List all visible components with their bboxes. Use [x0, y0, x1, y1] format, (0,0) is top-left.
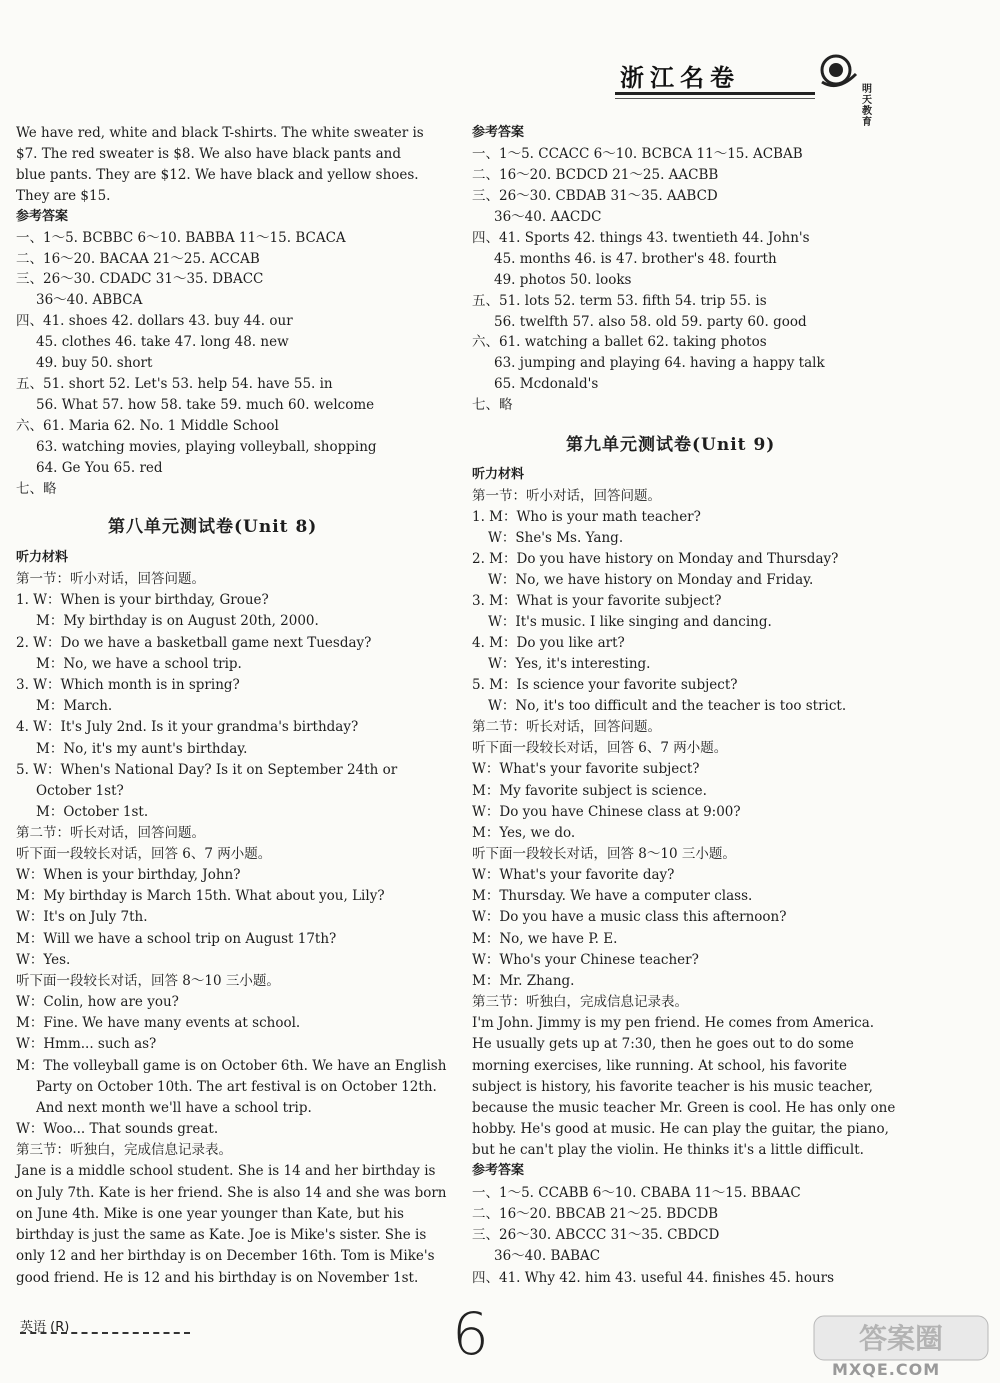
left-text-line: M：October 1st.	[36, 804, 149, 820]
right-text-line: 36～40. BABAC	[494, 1248, 601, 1264]
left-text-line: 第二节：听长对话，回答问题。	[16, 825, 205, 841]
right-text-line: 第二节：听长对话，回答问题。	[472, 719, 661, 735]
left-text-line: They are $15.	[16, 188, 111, 204]
right-text-line: 一、1～5. CCACC 6～10. BCBCA 11～15. ACBAB	[472, 146, 803, 162]
right-text-line: hobby. He's good at music. He can play the guitar, the piano,	[472, 1121, 889, 1137]
left-text-line: 三、26～30. CDADC 31～35. DBACC	[16, 271, 264, 287]
page-number: 6	[452, 1300, 489, 1368]
right-text-line: 3. M：What is your favorite subject?	[472, 593, 722, 609]
right-text-line: 四、41. Sports 42. things 43. twentieth 44. John's	[472, 230, 810, 246]
header-rule-thin	[615, 98, 815, 99]
right-text-line: 二、16～20. BBCAB 21～25. BDCDB	[472, 1206, 719, 1222]
left-text-line: 第三节：听独白，完成信息记录表。	[16, 1142, 232, 1158]
right-text-line: 参考答案	[472, 1163, 525, 1178]
right-text-line: 1. M：Who is your math teacher?	[472, 509, 701, 525]
left-text-line: M：Will we have a school trip on August 17th?	[16, 931, 337, 947]
left-text-line: good friend. He is 12 and his birthday is on November 1st.	[16, 1270, 419, 1286]
right-text-line: W：Do you have a music class this afternoon?	[472, 909, 787, 925]
right-text-line: 四、41. Why 42. him 43. useful 44. finishes 45. hours	[472, 1270, 835, 1286]
right-text-line: 36～40. AACDC	[494, 209, 602, 225]
left-text-line: only 12 and her birthday is on December 16th. Tom is Mike's	[16, 1248, 435, 1264]
watermark-text: MXQE.COM	[832, 1360, 941, 1379]
right-text-line: 一、1～5. CCABB 6～10. CBABA 11～15. BBAAC	[472, 1185, 801, 1201]
right-text-line: 二、16～20. BCDCD 21～25. AACBB	[472, 167, 719, 183]
left-text-line: 36～40. ABBCA	[36, 292, 143, 308]
left-text-line: M：My birthday is March 15th. What about you, Lily?	[16, 888, 385, 904]
left-text-line: 1. W：When is your birthday, Groue?	[16, 592, 269, 608]
left-text-line: on July 7th. Kate is her friend. She is also 14 and she was born	[16, 1185, 447, 1201]
left-text-line: 2. W：Do we have a basketball game next Tuesday?	[16, 635, 372, 651]
right-text-line: 七、略	[472, 397, 513, 413]
right-text-line: M：My favorite subject is science.	[472, 783, 707, 799]
left-text-line: 5. W：When's National Day? Is it on September 24th or	[16, 762, 398, 778]
left-text-line: W：Hmm... such as?	[16, 1036, 157, 1052]
left-text-line: 63. watching movies, playing volleyball, shopping	[36, 439, 377, 455]
right-text-line: 听下面一段较长对话，回答 8～10 三小题。	[472, 846, 736, 862]
left-text-line: 五、51. short 52. Let's 53. help 54. have 55. in	[16, 376, 333, 392]
left-text-line: 一、1～5. BCBBC 6～10. BABBA 11～15. BCACA	[16, 230, 346, 246]
right-text-line: 三、26～30. ABCCC 31～35. CBDCD	[472, 1227, 720, 1243]
right-text-line: W：What's your favorite day?	[472, 867, 675, 883]
left-text-line: 45. clothes 46. take 47. long 48. new	[36, 334, 289, 350]
right-text-line: 第一节：听小对话，回答问题。	[472, 488, 661, 504]
left-text-line: birthday is just the same as Kate. Joe is Mike's sister. She is	[16, 1227, 427, 1243]
globe-logo-icon	[818, 52, 858, 92]
right-text-line: 参考答案	[472, 125, 525, 140]
left-text-line: 49. buy 50. short	[36, 355, 153, 371]
left-text-line: We have red, white and black T-shirts. The white sweater is	[16, 125, 424, 141]
right-text-line: 五、51. lots 52. term 53. fifth 54. trip 55. is	[472, 293, 767, 309]
left-text-line: And next month we'll have a school trip.	[36, 1100, 312, 1116]
header-rule	[615, 92, 815, 95]
right-text-line: 45. months 46. is 47. brother's 48. fourth	[494, 251, 777, 267]
right-text-line: 65. Mcdonald's	[494, 376, 599, 392]
right-unit-title: 第九单元测试卷(Unit 9)	[566, 435, 776, 455]
left-text-line: Party on October 10th. The art festival is on October 12th.	[36, 1079, 437, 1095]
right-text-line: 56. twelfth 57. also 58. old 59. party 60. good	[494, 314, 807, 330]
left-text-line: M：The volleyball game is on October 6th. We have an English	[16, 1058, 447, 1074]
left-text-line: W：Colin, how are you?	[16, 994, 179, 1010]
left-text-line: 听力材料	[16, 550, 69, 565]
logo-text: 明天教育	[862, 84, 872, 128]
right-text-line: W：Yes, it's interesting.	[488, 656, 651, 672]
left-text-line: 4. W：It's July 2nd. Is it your grandma's birthday?	[16, 719, 359, 735]
left-unit-title: 第八单元测试卷(Unit 8)	[108, 517, 318, 537]
right-text-line: 5. M：Is science your favorite subject?	[472, 677, 738, 693]
left-text-line: 56. What 57. how 58. take 59. much 60. welcome	[36, 397, 375, 413]
right-text-line: 63. jumping and playing 64. having a happy talk	[494, 355, 825, 371]
right-text-line: but he can't play the violin. He thinks it's a little difficult.	[472, 1142, 864, 1158]
right-text-line: W：Do you have Chinese class at 9:00?	[472, 804, 741, 820]
left-text-line: October 1st?	[36, 783, 124, 799]
right-text-line: 第三节：听独白，完成信息记录表。	[472, 994, 688, 1010]
left-text-line: M：No, it's my aunt's birthday.	[36, 741, 248, 757]
right-text-line: He usually gets up at 7:30, then he goes out to do some	[472, 1036, 854, 1052]
right-text-line: because the music teacher Mr. Green is cool. He has only one	[472, 1100, 896, 1116]
footer-dashed-rule	[20, 1332, 190, 1334]
left-text-line: $7. The red sweater is $8. We also have black pants and	[16, 146, 401, 162]
right-text-line: 49. photos 50. looks	[494, 272, 632, 288]
left-text-line: 听下面一段较长对话，回答 8～10 三小题。	[16, 973, 280, 989]
left-text-line: 二、16～20. BACAA 21～25. ACCAB	[16, 251, 260, 267]
right-text-line: W：She's Ms. Yang.	[488, 530, 624, 546]
left-text-line: Jane is a middle school student. She is 14 and her birthday is	[16, 1163, 436, 1179]
brand-title: 浙江名卷	[620, 64, 740, 92]
left-text-line: 七、略	[16, 481, 57, 497]
right-text-line: W：It's music. I like singing and dancing.	[488, 614, 772, 630]
right-text-line: I'm John. Jimmy is my pen friend. He comes from America.	[472, 1015, 875, 1031]
subject-label: 英语 (R)	[20, 1320, 70, 1335]
right-text-line: W：No, it's too difficult and the teacher is too strict.	[488, 698, 847, 714]
left-text-line: 64. Ge You 65. red	[36, 460, 163, 476]
right-text-line: M：Yes, we do.	[472, 825, 576, 841]
right-text-line: 4. M：Do you like art?	[472, 635, 625, 651]
left-text-line: 听下面一段较长对话，回答 6、7 两小题。	[16, 846, 272, 862]
right-text-line: W：What's your favorite subject?	[472, 761, 700, 777]
left-text-line: 3. W：Which month is in spring?	[16, 677, 240, 693]
svg-text:答案圈: 答案圈	[858, 1322, 944, 1355]
left-text-line: W：It's on July 7th.	[16, 909, 148, 925]
left-text-line: 参考答案	[16, 209, 69, 224]
left-text-line: on June 4th. Mike is one year younger than Kate, but his	[16, 1206, 404, 1222]
right-text-line: morning exercises, like running. At school, his favorite	[472, 1058, 848, 1074]
left-text-line: W：When is your birthday, John?	[16, 867, 241, 883]
left-text-line: 第一节：听小对话，回答问题。	[16, 571, 205, 587]
left-text-line: blue pants. They are $12. We have black and yellow shoes.	[16, 167, 419, 183]
right-text-line: W：No, we have history on Monday and Friday.	[488, 572, 814, 588]
right-text-line: 听力材料	[472, 467, 525, 482]
left-text-line: 四、41. shoes 42. dollars 43. buy 44. our	[16, 313, 293, 329]
left-text-line: 六、61. Maria 62. No. 1 Middle School	[16, 418, 279, 434]
left-text-line: M：No, we have a school trip.	[36, 656, 242, 672]
left-text-line: M：My birthday is on August 20th, 2000.	[36, 613, 319, 629]
right-text-line: M：Mr. Zhang.	[472, 973, 575, 989]
right-text-line: W：Who's your Chinese teacher?	[472, 952, 699, 968]
right-text-line: M：No, we have P. E.	[472, 931, 618, 947]
right-text-line: 听下面一段较长对话，回答 6、7 两小题。	[472, 740, 728, 756]
left-text-line: M：Fine. We have many events at school.	[16, 1015, 301, 1031]
left-text-line: M：March.	[36, 698, 113, 714]
left-text-line: W：Woo... That sounds great.	[16, 1121, 219, 1137]
right-text-line: subject is history, his favorite teacher is his music teacher,	[472, 1079, 873, 1095]
left-text-line: W：Yes.	[16, 952, 71, 968]
right-text-line: 三、26～30. CBDAB 31～35. AABCD	[472, 188, 718, 204]
right-text-line: M：Thursday. We have a computer class.	[472, 888, 753, 904]
right-text-line: 六、61. watching a ballet 62. taking photos	[472, 334, 767, 350]
right-text-line: 2. M：Do you have history on Monday and Thursday?	[472, 551, 839, 567]
